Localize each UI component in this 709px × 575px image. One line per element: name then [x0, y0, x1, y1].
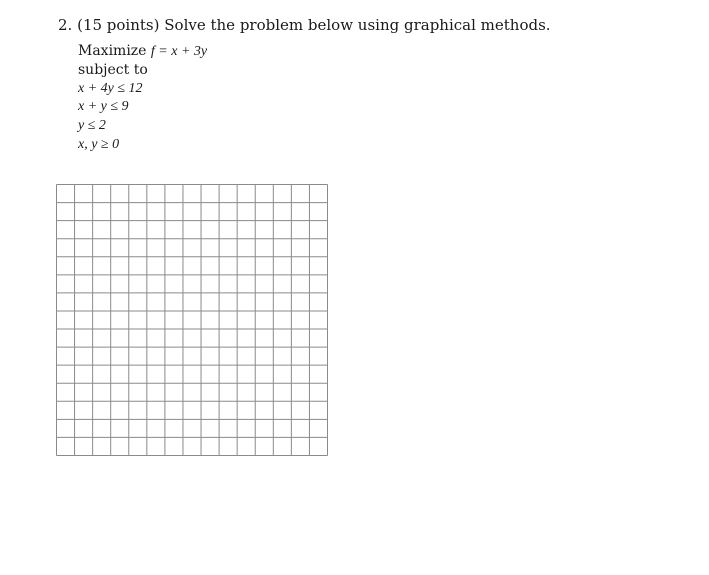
- problem-instruction: Solve the problem below using graphical methods.: [164, 16, 551, 34]
- constraint-3: y ≤ 2: [78, 118, 106, 134]
- subject-to-label: subject to: [78, 61, 148, 78]
- constraint-2: x + y ≤ 9: [78, 99, 129, 115]
- problem-heading: [58, 16, 551, 34]
- objective-prefix: Maximize: [78, 43, 147, 59]
- constraint-1: x + 4y ≤ 12: [78, 80, 143, 96]
- objective-function: f = x + 3y: [150, 44, 208, 59]
- constraint-4: x, y ≥ 0: [78, 136, 120, 152]
- grid-svg: [56, 184, 328, 456]
- objective-line: [78, 42, 207, 61]
- problem-number: 2.: [58, 16, 73, 34]
- graph-paper-grid: [56, 184, 328, 456]
- problem-body: [78, 42, 207, 155]
- problem-points: (15 points): [77, 16, 160, 34]
